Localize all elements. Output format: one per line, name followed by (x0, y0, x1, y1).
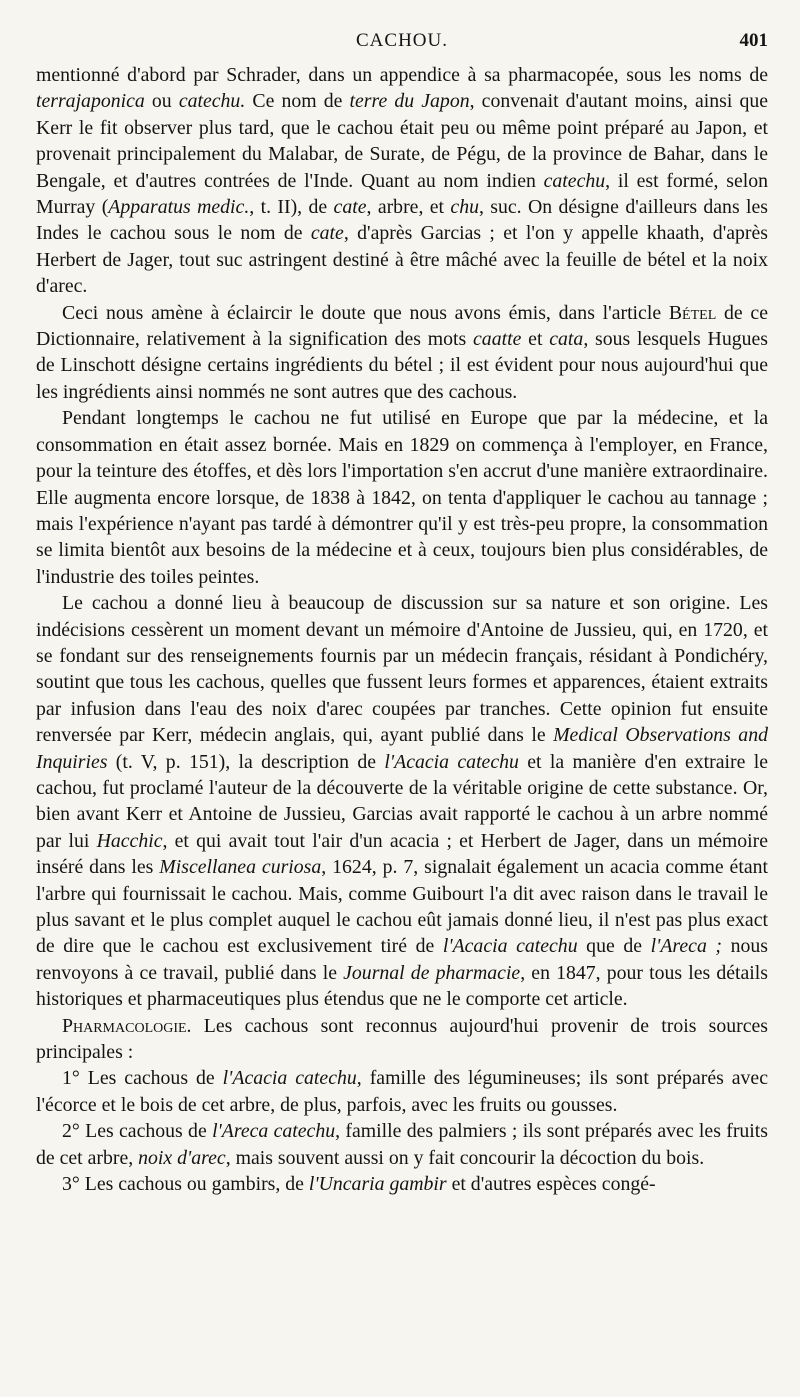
text-run: que de (577, 935, 651, 958)
italic-text: chu (450, 196, 479, 219)
paragraph (36, 300, 768, 406)
text-run: mentionné d'abord par Schrader, dans un appendice à sa pharmacopée, sous les noms de (36, 64, 768, 86)
text-run: Pendant longtemps le cachou ne fut utilisé en Europe que par la médecine, et la consommation en était assez bornée. Mais en 1829 on commença à l'employer, en France, pour la teinture des étoffes, et dès lors l'importation s'en accrut d'une manière extraordinaire. Elle augmenta encore lorsque, de 1838 à 1842, on tenta d'appliquer le cachou au tannage ; mais l'expérience n'ayant pas tardé à démontrer qu'il y est très-peu propre, la consommation se limita bientôt aux besoins de la médecine et à ceux, toujours bien plus considérables, de l'industrie des toiles peintes. (36, 407, 768, 588)
page-number: 401 (739, 30, 768, 51)
italic-text: l'Areca catechu (212, 1120, 336, 1143)
italic-text: terre du Japon (349, 90, 470, 113)
text-run: , sous lesquels Hugues de Linschott désigne certains ingrédients du bétel ; il est évident pour nous aujourd'hui que les ingrédients ainsi nommés ne sont autres que des cachous. (36, 328, 768, 403)
text-run: et la manière d'en extraire le cachou, fut proclamé l'auteur de la découverte de la véritable origine de cette substance. Or, bien avant Kerr et Antoine de Jussieu, Garcias avait rapporté le cachou à un arbre nommé par lui (36, 750, 768, 852)
italic-text: l'Acacia catechu (384, 750, 519, 773)
text-run: , suc. On désigne d'ailleurs dans les Indes le cachou sous le nom de (36, 196, 768, 245)
italic-text: l'Areca ; (650, 935, 723, 958)
paragraph (36, 405, 768, 590)
text-run: et (521, 328, 550, 351)
paragraph (36, 1171, 768, 1197)
italic-text: l'Acacia catechu (442, 935, 578, 958)
italic-text: caatte (473, 328, 522, 351)
paragraph (36, 62, 768, 300)
paragraph (36, 1118, 768, 1171)
text-run: , et qui avait tout l'air d'un acacia ; et Herbert de Jager, dans un mémoire inséré dans les (36, 829, 769, 879)
italic-text: terrajaponica (36, 90, 145, 113)
text-run: , 1624, p. 7, signalait également un acacia comme étant l'arbre qui fournissait le cachou. Mais, comme Guibourt l'a dit avec raison dans le travail le plus savant et le plus complet auquel le cachou eût jamais donné lieu, il n'est pas plus exact de dire que le cachou est exclusivement tiré de (36, 856, 768, 958)
italic-text: cata (549, 328, 584, 351)
italic-text: catechu. (178, 90, 246, 113)
body-text (36, 62, 768, 1197)
italic-text: catechu (543, 169, 606, 192)
italic-text: l'Uncaria gambir (308, 1173, 447, 1196)
italic-text: Apparatus medic. (108, 196, 250, 219)
text-run: , famille des palmiers ; ils sont préparés avec les fruits de cet arbre, (36, 1120, 768, 1169)
text-run: (t. V, p. 151), la description de (107, 750, 385, 773)
italic-text: Hacchic (96, 829, 163, 852)
text-run: 3° Les cachous ou gambirs, de (62, 1173, 309, 1196)
paragraph (36, 1065, 768, 1118)
italic-text: Medical Observations and Inquiries (36, 724, 768, 773)
text-run: Les cachous sont reconnus aujourd'hui provenir de trois sources principales : (36, 1014, 768, 1064)
text-run: , il est formé, selon Murray ( (36, 169, 769, 219)
text-run: ou (144, 90, 179, 113)
text-run: nous renvoyons à ce travail, publié dans le (36, 935, 768, 984)
page-header (36, 30, 768, 58)
text-run: Ce nom de (245, 90, 350, 113)
italic-text: cate (310, 222, 344, 245)
small-caps-text: Pharmacologie. (62, 1014, 192, 1037)
text-run: , d'après Garcias ; et l'on y appelle khaath, d'après Herbert de Jager, tout suc astringent destiné à être mâché avec la feuille de bétel et la noix d'arec. (36, 222, 768, 298)
text-run: , famille des légumineuses; ils sont préparés avec l'écorce et le bois de cet arbre, de plus, parfois, avec les fruits ou gousses. (36, 1067, 768, 1116)
text-run: , mais souvent aussi on y fait concourir la décoction du bois. (225, 1146, 705, 1169)
italic-text: Miscellanea curiosa (159, 856, 322, 879)
text-run: , t. II), de (249, 196, 334, 219)
text-run: de ce Dictionnaire, relativement à la signification des mots (36, 301, 768, 351)
text-run: , en 1847, pour tous les détails historiques et pharmaceutiques plus étendus que ne le comporte cet article. (36, 961, 768, 1011)
small-caps-text: Bétel (668, 301, 717, 324)
text-run: 2° Les cachous de (62, 1120, 213, 1143)
text-run: Ceci nous amène à éclaircir le doute que nous avons émis, dans l'article (62, 301, 669, 324)
text-run: Le cachou a donné lieu à beaucoup de discussion sur sa nature et son origine. Les indécisions cessèrent un moment devant un mémoire d'Antoine de Jussieu, qui, en 1720, et se fondant sur des renseignements fournis par un médecin français, résidant à Pondichéry, soutint que tous les cachous, quelles que fussent leurs formes et apparences, étaient extraits par infusion dans l'eau des noix d'arec coupées par tranches. Cette opinion fut ensuite renversée par Kerr, médecin anglais, qui, ayant publié dans le (36, 592, 768, 747)
paragraph (36, 590, 768, 1013)
running-title: CACHOU. (356, 30, 448, 51)
italic-text: l'Acacia catechu (222, 1067, 357, 1090)
italic-text: cate (333, 196, 367, 219)
paragraph (36, 1013, 768, 1066)
italic-text: noix d'arec (138, 1146, 226, 1169)
italic-text: Journal de pharmacie (343, 961, 521, 984)
text-run: , convenait d'autant moins, ainsi que Kerr le fit observer plus tard, que le cachou était peu ou même point préparé au Japon, et provenait principalement du Malabar, de Surate, de Pégu, de la province de Bahar, dans le Bengale, et d'autres contrées de l'Inde. Quant au nom indien (36, 90, 769, 192)
text-run: , arbre, et (366, 196, 451, 219)
text-run: 1° Les cachous de (62, 1067, 223, 1090)
text-run: et d'autres espèces congé- (446, 1173, 656, 1196)
